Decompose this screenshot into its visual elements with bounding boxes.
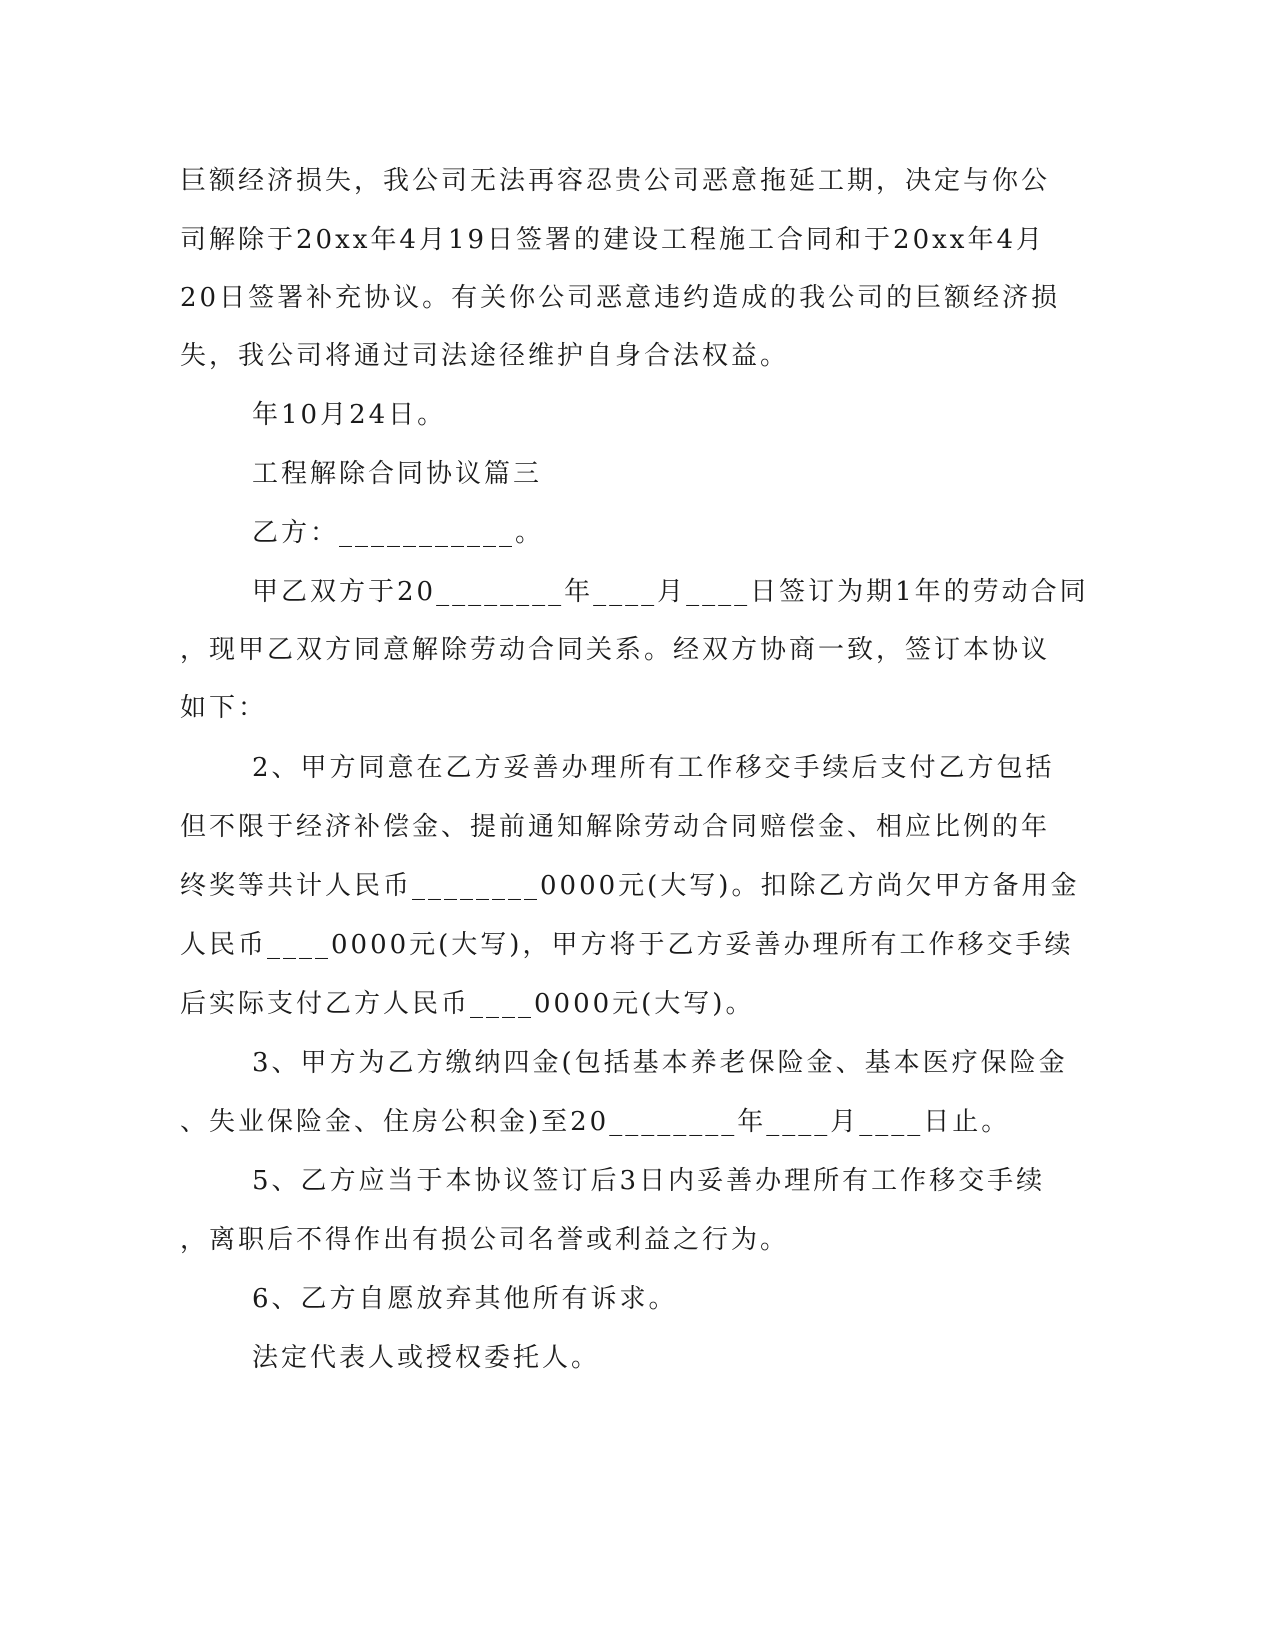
signature-line: 法定代表人或授权委托人。 xyxy=(252,1343,601,1373)
paragraph-line: 20日签署补充协议。有关你公司恶意违约造成的我公司的巨额经济损 xyxy=(180,283,1061,313)
clause-2-line: 2、甲方同意在乙方妥善办理所有工作移交手续后支付乙方包括 xyxy=(252,753,1055,783)
paragraph-line: 但不限于经济补偿金、提前通知解除劳动合同赔偿金、相应比例的年 xyxy=(180,812,1051,842)
clause-5-line: 5、乙方应当于本协议签订后3日内妥善办理所有工作移交手续 xyxy=(252,1166,1046,1196)
paragraph-line: 甲乙双方于20________年____月____日签订为期1年的劳动合同 xyxy=(252,577,1089,607)
date-line: 年10月24日。 xyxy=(252,400,447,430)
paragraph-line: ，现甲乙双方同意解除劳动合同关系。经双方协商一致，签订本协议 xyxy=(180,635,1051,665)
paragraph-line: 如下： xyxy=(180,693,268,723)
paragraph-line: 人民币____0000元(大写)，甲方将于乙方妥善办理所有工作移交手续 xyxy=(180,930,1074,960)
paragraph-line: 终奖等共计人民币________0000元(大写)。扣除乙方尚欠甲方备用金 xyxy=(180,871,1080,901)
paragraph-line: 后实际支付乙方人民币____0000元(大写)。 xyxy=(180,989,755,1019)
paragraph-line: ，离职后不得作出有损公司名誉或利益之行为。 xyxy=(180,1225,790,1255)
clause-6-line: 6、乙方自愿放弃其他所有诉求。 xyxy=(252,1284,678,1314)
section-heading: 工程解除合同协议篇三 xyxy=(252,459,543,489)
party-b-line: 乙方：___________。 xyxy=(252,518,545,548)
paragraph-line: 司解除于20xx年4月19日签署的建设工程施工合同和于20xx年4月 xyxy=(180,225,1045,255)
paragraph-line: 失，我公司将通过司法途径维护自身合法权益。 xyxy=(180,341,790,371)
paragraph-line: 、失业保险金、住房公积金)至20________年____月____日止。 xyxy=(180,1107,1011,1137)
clause-3-line: 3、甲方为乙方缴纳四金(包括基本养老保险金、基本医疗保险金 xyxy=(252,1048,1068,1078)
paragraph-line: 巨额经济损失，我公司无法再容忍贵公司恶意拖延工期，决定与你公 xyxy=(180,166,1051,196)
